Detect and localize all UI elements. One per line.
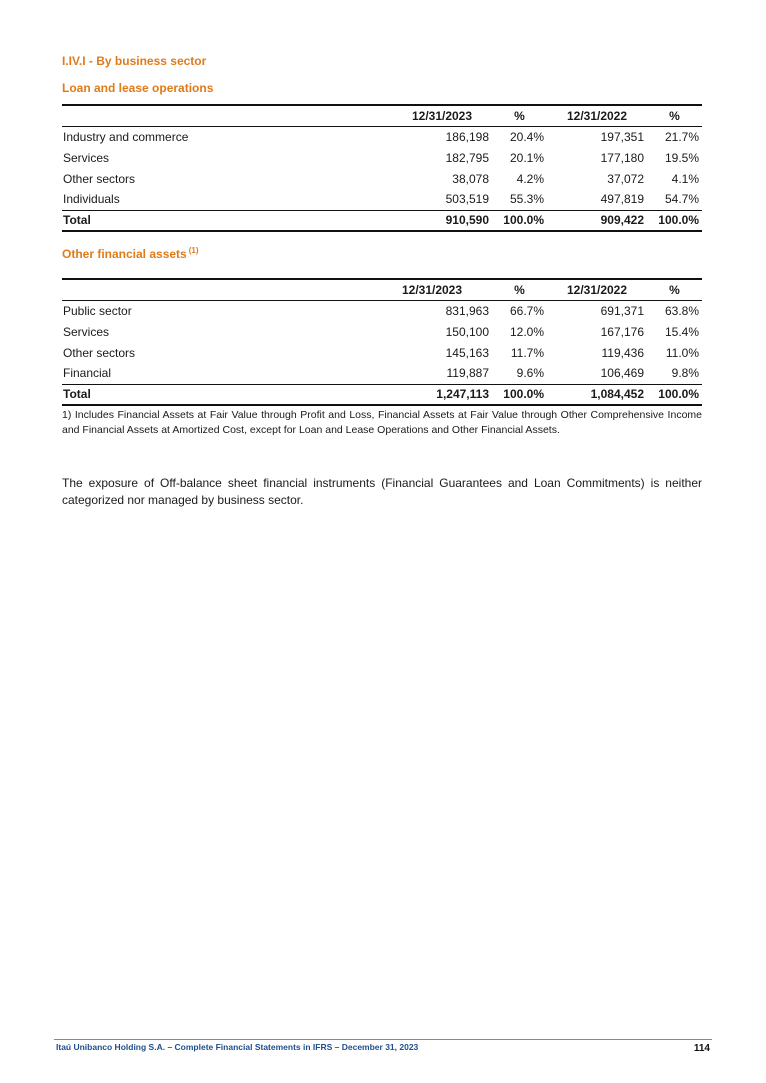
pct-2022: 11.0% [665, 345, 699, 360]
value-2023: 145,163 [445, 345, 489, 360]
pct-2022: 9.8% [671, 366, 699, 381]
pct-2023: 4.2% [516, 171, 544, 186]
total-label: Total [62, 384, 372, 405]
header-pct-2023: % [492, 105, 547, 126]
other-assets-title-text: Other financial assets [62, 247, 187, 261]
header-2023: 12/31/2023 [372, 279, 492, 300]
pct-2023: 11.7% [510, 345, 544, 360]
row-label: Individuals [63, 192, 120, 207]
loan-lease-table [62, 104, 702, 232]
total-label: Total [62, 210, 392, 231]
other-financial-assets-table [62, 278, 702, 406]
total-row [62, 384, 702, 405]
row-label: Services [63, 324, 110, 339]
total-pct-2023: 100.0% [492, 384, 547, 405]
total-2023: 1,247,113 [372, 384, 492, 405]
value-2022: 37,072 [607, 171, 644, 186]
loan-table-title: Loan and lease operations [62, 81, 214, 95]
table-row [62, 147, 702, 168]
value-2022: 177,180 [600, 150, 644, 165]
value-2022: 497,819 [600, 192, 644, 207]
value-2023: 831,963 [445, 303, 489, 318]
header-2023: 12/31/2023 [392, 105, 492, 126]
total-pct-2023: 100.0% [492, 210, 547, 231]
row-label: Public sector [63, 303, 132, 318]
total-2023: 910,590 [392, 210, 492, 231]
header-pct-2023: % [492, 279, 547, 300]
pct-2023: 66.7% [509, 303, 544, 318]
value-2023: 38,078 [452, 171, 489, 186]
pct-2022: 54.7% [664, 192, 699, 207]
row-label: Other sectors [63, 171, 136, 186]
total-2022: 909,422 [547, 210, 647, 231]
document-page [62, 0, 702, 1083]
footnote-marker: (1) [188, 246, 199, 255]
value-2023: 503,519 [445, 192, 489, 207]
header-blank [62, 105, 392, 126]
value-2022: 167,176 [600, 324, 644, 339]
pct-2022: 19.5% [664, 150, 699, 165]
row-label: Other sectors [63, 345, 136, 360]
header-blank [62, 279, 372, 300]
row-label: Financial [63, 366, 112, 381]
value-2023: 186,198 [445, 129, 489, 144]
value-2022: 197,351 [600, 129, 644, 144]
pct-2022: 63.8% [664, 303, 699, 318]
total-pct-2022: 100.0% [647, 210, 702, 231]
table-row [62, 321, 702, 342]
row-label: Industry and commerce [63, 129, 189, 144]
pct-2023: 12.0% [509, 324, 544, 339]
pct-2022: 15.4% [664, 324, 699, 339]
page-number: 114 [693, 1043, 710, 1054]
pct-2023: 55.3% [509, 192, 544, 207]
pct-2023: 20.4% [509, 129, 544, 144]
value-2022: 119,436 [601, 345, 644, 360]
off-balance-paragraph: The exposure of Off-balance sheet financial instruments (Financial Guarantees and Loan Commitments) is neither categorized nor managed by business sector. [62, 476, 702, 507]
total-2022: 1,084,452 [547, 384, 647, 405]
section-heading: I.IV.I - By business sector [62, 54, 207, 68]
table-row [62, 342, 702, 363]
header-2022: 12/31/2022 [547, 279, 647, 300]
table-header-row [62, 105, 702, 126]
row-label: Services [63, 150, 110, 165]
table-row [62, 300, 702, 321]
table-row [62, 168, 702, 189]
total-pct-2022: 100.0% [647, 384, 702, 405]
value-2023: 150,100 [445, 324, 489, 339]
pct-2023: 9.6% [516, 366, 544, 381]
value-2022: 691,371 [600, 303, 644, 318]
pct-2022: 4.1% [671, 171, 699, 186]
value-2023: 182,795 [445, 150, 489, 165]
pct-2023: 20.1% [509, 150, 544, 165]
value-2022: 106,469 [600, 366, 644, 381]
footnote: 1) Includes Financial Assets at Fair Value through Profit and Loss, Financial Assets at Fair Value through Other Comprehensive Income and Financial Assets at Amortized Cost, except for Loan and Lease Operations and Other Financial Assets. [62, 409, 702, 436]
table-row [62, 363, 702, 384]
value-2023: 119,887 [446, 366, 489, 381]
header-pct-2022: % [647, 279, 702, 300]
other-assets-title [62, 246, 199, 261]
footer-divider [54, 1039, 712, 1040]
table-row [62, 189, 702, 210]
total-row [62, 210, 702, 231]
header-pct-2022: % [647, 105, 702, 126]
table-header-row [62, 279, 702, 300]
pct-2022: 21.7% [664, 129, 699, 144]
header-2022: 12/31/2022 [547, 105, 647, 126]
table-row [62, 126, 702, 147]
footer-text: Itaú Unibanco Holding S.A. – Complete Financial Statements in IFRS – December 31, 2023 [56, 1042, 419, 1052]
